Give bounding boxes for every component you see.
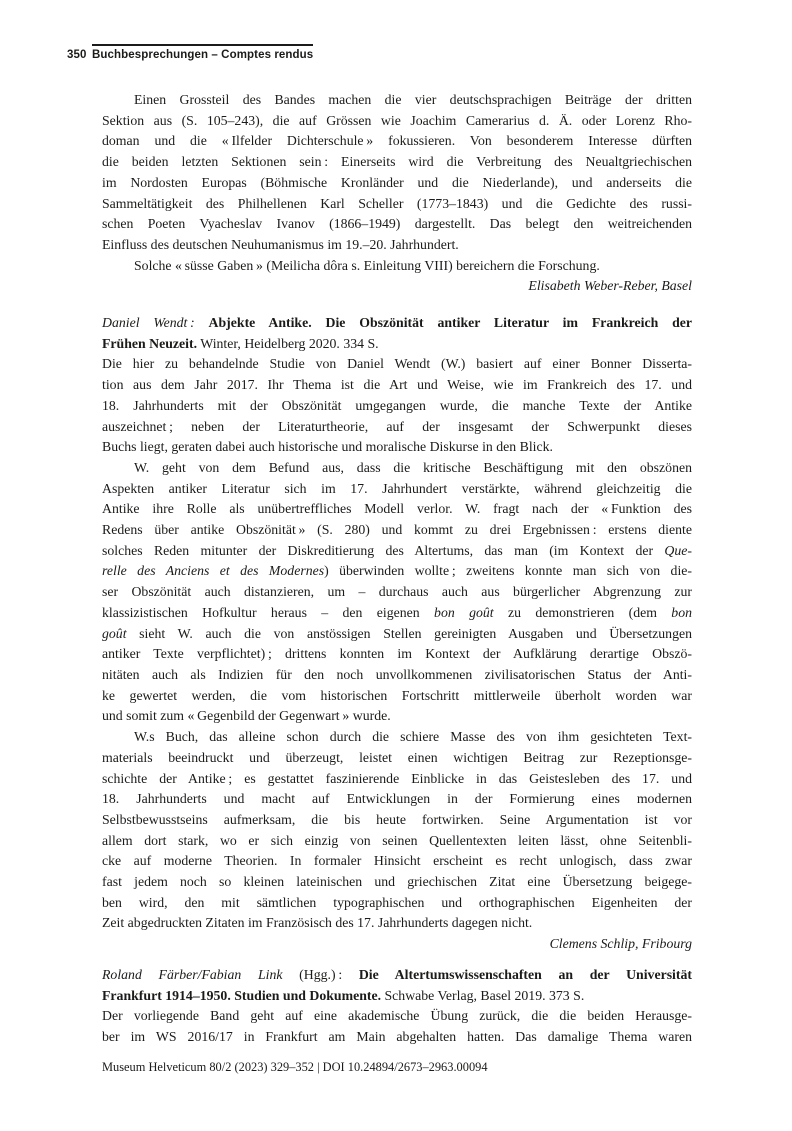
text-run: Die Altertumswissenschaften an der Universität [358, 966, 692, 982]
body-line [102, 437, 692, 458]
text-run: Zeit abgedruckten Zitaten im Französisch des 17. Jahrhunderts dagegen nicht. [102, 915, 533, 931]
body-line [102, 561, 692, 582]
text-run: Einfluss des deutschen Neuhumanismus im 19.–20. Jahrhundert. [102, 236, 459, 252]
body-line [102, 499, 692, 520]
text-run: Selbstbewusstseins aufmerksam, die bis heute fortwirken. Seine Argumentation ist vor [102, 811, 692, 827]
body-line [102, 90, 692, 111]
body-line [102, 111, 692, 132]
body-line [102, 1027, 692, 1048]
body-line [102, 235, 692, 256]
text-run: klassizistischen Hofkultur heraus – den eigenen [102, 604, 435, 620]
review-heading-line [102, 986, 692, 1007]
text-run: (Hgg.) : [282, 966, 359, 982]
text-run: ke gewertet werden, die vom historischen Fortschritt mittlerweile überholt worden war [102, 687, 692, 703]
body-line [102, 810, 692, 831]
text-run: Frühen Neuzeit. [102, 335, 198, 351]
body-line [102, 458, 692, 479]
body-line [102, 173, 692, 194]
body-line [102, 375, 692, 396]
body-line [102, 872, 692, 893]
text-run: im Nordosten Europas (Böhmische Kronländer und die Niederlande), und anderseits die [102, 174, 692, 190]
footer-line: Museum Helveticum 80/2 (2023) 329–352 | DOI 10.24894/2673–2963.00094 [102, 1060, 488, 1074]
text-run: Buchs liegt, geraten dabei auch historische und moralische Diskurse in den Blick. [102, 439, 553, 455]
body-line [102, 706, 692, 727]
body-line [102, 789, 692, 810]
text-run: tion aus dem Jahr 2017. Ihr Thema ist die Art und Weise, wie im Frankreich des 17. und [102, 377, 692, 393]
body-line [102, 831, 692, 852]
body-line [102, 256, 692, 277]
text-run: ben wird, den mit sämtlichen typographischen und orthographischen Eigenheiten der [102, 894, 692, 910]
body-line [102, 214, 692, 235]
text-run: W.s Buch, das alleine schon durch die schiere Masse des von ihm gesichteten Text- [134, 729, 692, 745]
text-run: Redens über antike Obszönität » (S. 280) und kommt zu drei Ergebnissen : erstens diente [102, 522, 692, 538]
body-line [102, 479, 692, 500]
text-run: ser Obszönität auch distanzieren, um – durchaus auch aus bürgerlicher Abgrenzung zur [102, 584, 692, 600]
body-line [102, 152, 692, 173]
reviewer-signature [102, 934, 692, 955]
body-line [102, 603, 692, 624]
body-line [102, 541, 692, 562]
text-run: Schwabe Verlag, Basel 2019. 373 S. [381, 987, 585, 1003]
text-run: antiker Texte verpflichtet) ; drittens konnten im Kontext der Aufklärung derartige Obszö- [102, 646, 692, 662]
text-run: cke auf moderne Theorien. In formaler Hinsicht erscheint es recht unlogisch, dass zwar [102, 853, 692, 869]
body-line [102, 913, 692, 934]
body-line [102, 851, 692, 872]
text-run: Roland Färber/Fabian Link [102, 966, 283, 982]
body-line [102, 665, 692, 686]
text-run: Abjekte Antike. Die Obszönität antiker Literatur im Frankreich der [208, 315, 692, 331]
text-run: die beiden letzten Sektionen sein : Einerseits wird die Verbreitung des Neualtgriechischen [102, 154, 692, 170]
text-run: 18. Jahrhunderts mit der Obszönität umgegangen wurde, die manche Texte der Antike [102, 397, 692, 413]
text-run: Winter, Heidelberg 2020. 334 S. [197, 335, 379, 351]
text-run: auszeichnet ; neben der Literaturtheorie, auf der insgesamt der Schwerpunkt dieses [102, 418, 692, 434]
body-line [102, 727, 692, 748]
text-run: materials beeindruckt und überzeugt, leistet einen wichtigen Beitrag zur Rezeptionsge- [102, 749, 692, 765]
text-run: ber im WS 2016/17 in Frankfurt am Main abgehalten hatten. Das damalige Thema waren [102, 1028, 692, 1044]
text-run: zu demonstrieren (dem [493, 604, 672, 620]
body-line [102, 748, 692, 769]
body-line [102, 354, 692, 375]
text-run: Einen Grossteil des Bandes machen die vier deutschsprachigen Beiträge der dritten [134, 92, 692, 107]
reviewer-signature [102, 276, 692, 297]
text-run: 18. Jahrhunderts und macht auf Entwicklungen in der Formierung eines modernen [102, 791, 692, 807]
text-run: bon [671, 604, 692, 620]
text-run: Clemens Schlip, Fribourg [549, 936, 692, 952]
body-line [102, 194, 692, 215]
section-gap [102, 955, 692, 965]
text-run: fast jedem noch so kleinen lateinischen und griechischen Zitat eine Übersetzung beigege- [102, 874, 692, 890]
text-run: doman und die « Ilfelder Dichterschule » fokussieren. Von besonderem Interesse dürften [102, 133, 692, 149]
text-run: Der vorliegende Band geht auf eine akademische Übung zurück, die die beiden Herausge- [102, 1008, 692, 1024]
text-run: allem dort stark, wo er sich einzig von seinen Quellentexten leiten lässt, ohne Seitenbli- [102, 832, 692, 848]
body-line [102, 893, 692, 914]
text-run: relle des Anciens et des Modernes [102, 563, 325, 579]
running-head-block [92, 44, 313, 63]
body-line [102, 417, 692, 438]
text-run: goût [102, 625, 127, 641]
text-run: schen Poeten Vyacheslav Ivanov (1866–1949) dargestellt. Das belegt den weitreichenden [102, 216, 692, 232]
page-number: 350 [67, 49, 87, 61]
text-run: Sammeltätigkeit des Philhellenen Karl Scheller (1773–1843) und die Gedichte des russi- [102, 195, 692, 211]
text-column [102, 90, 692, 1048]
body-line [102, 644, 692, 665]
text-run: Que- [664, 542, 692, 558]
review-heading-line [102, 334, 692, 355]
body-line [102, 520, 692, 541]
text-run: Sektion aus (S. 105–243), die auf Grössen wie Joachim Camerarius d. Ä. oder Lorenz Rho- [102, 112, 692, 128]
text-run: ) überwinden wollte ; zweitens konnte man sich von die- [324, 563, 693, 579]
body-line [102, 582, 692, 603]
section-gap [102, 297, 692, 313]
text-run: sieht W. auch die von anstössigen Stellen gereinigten Ausgaben und Übersetzungen [126, 625, 692, 641]
text-run: Elisabeth Weber-Reber, Basel [528, 278, 692, 294]
text-run: Daniel Wendt : [102, 315, 209, 331]
body-line [102, 396, 692, 417]
text-run: Solche « süsse Gaben » (Meilicha dôra s. Einleitung VIII) bereichern die Forschung. [134, 257, 600, 273]
text-run: schichte der Antike ; es gestattet faszinierende Einblicke in das Geistesleben des 17. und [102, 770, 692, 786]
body-line [102, 686, 692, 707]
text-run: solches Reden mitunter der Diskreditierung des Altertums, das man (im Kontext der [102, 542, 665, 558]
running-head: Buchbesprechungen – Comptes rendus [92, 44, 313, 61]
text-run: nitäten auch als Indizien für den noch unvollkommenen zivilisatorischen Status der Anti- [102, 666, 692, 682]
body-line [102, 1006, 692, 1027]
text-run: bon goût [434, 604, 494, 620]
text-run: W. geht von dem Befund aus, dass die kritische Beschäftigung mit den obszönen [134, 459, 692, 475]
text-run: Antike ihre Rolle als unübertreffliches Modell verlor. W. fragt nach der « Funktion des [102, 501, 692, 517]
body-line [102, 769, 692, 790]
text-run: Frankfurt 1914–1950. Studien und Dokumente. [102, 987, 382, 1003]
text-run: Die hier zu behandelnde Studie von Daniel Wendt (W.) basiert auf einer Bonner Disserta- [102, 356, 692, 372]
body-line [102, 624, 692, 645]
body-line [102, 131, 692, 152]
review-heading-line [102, 313, 692, 334]
text-run: Aspekten antiker Literatur sich im 17. Jahrhundert verstärkte, während gleichzeitig die [102, 480, 692, 496]
text-run: und somit zum « Gegenbild der Gegenwart » wurde. [102, 708, 391, 724]
review-heading-line [102, 965, 692, 986]
